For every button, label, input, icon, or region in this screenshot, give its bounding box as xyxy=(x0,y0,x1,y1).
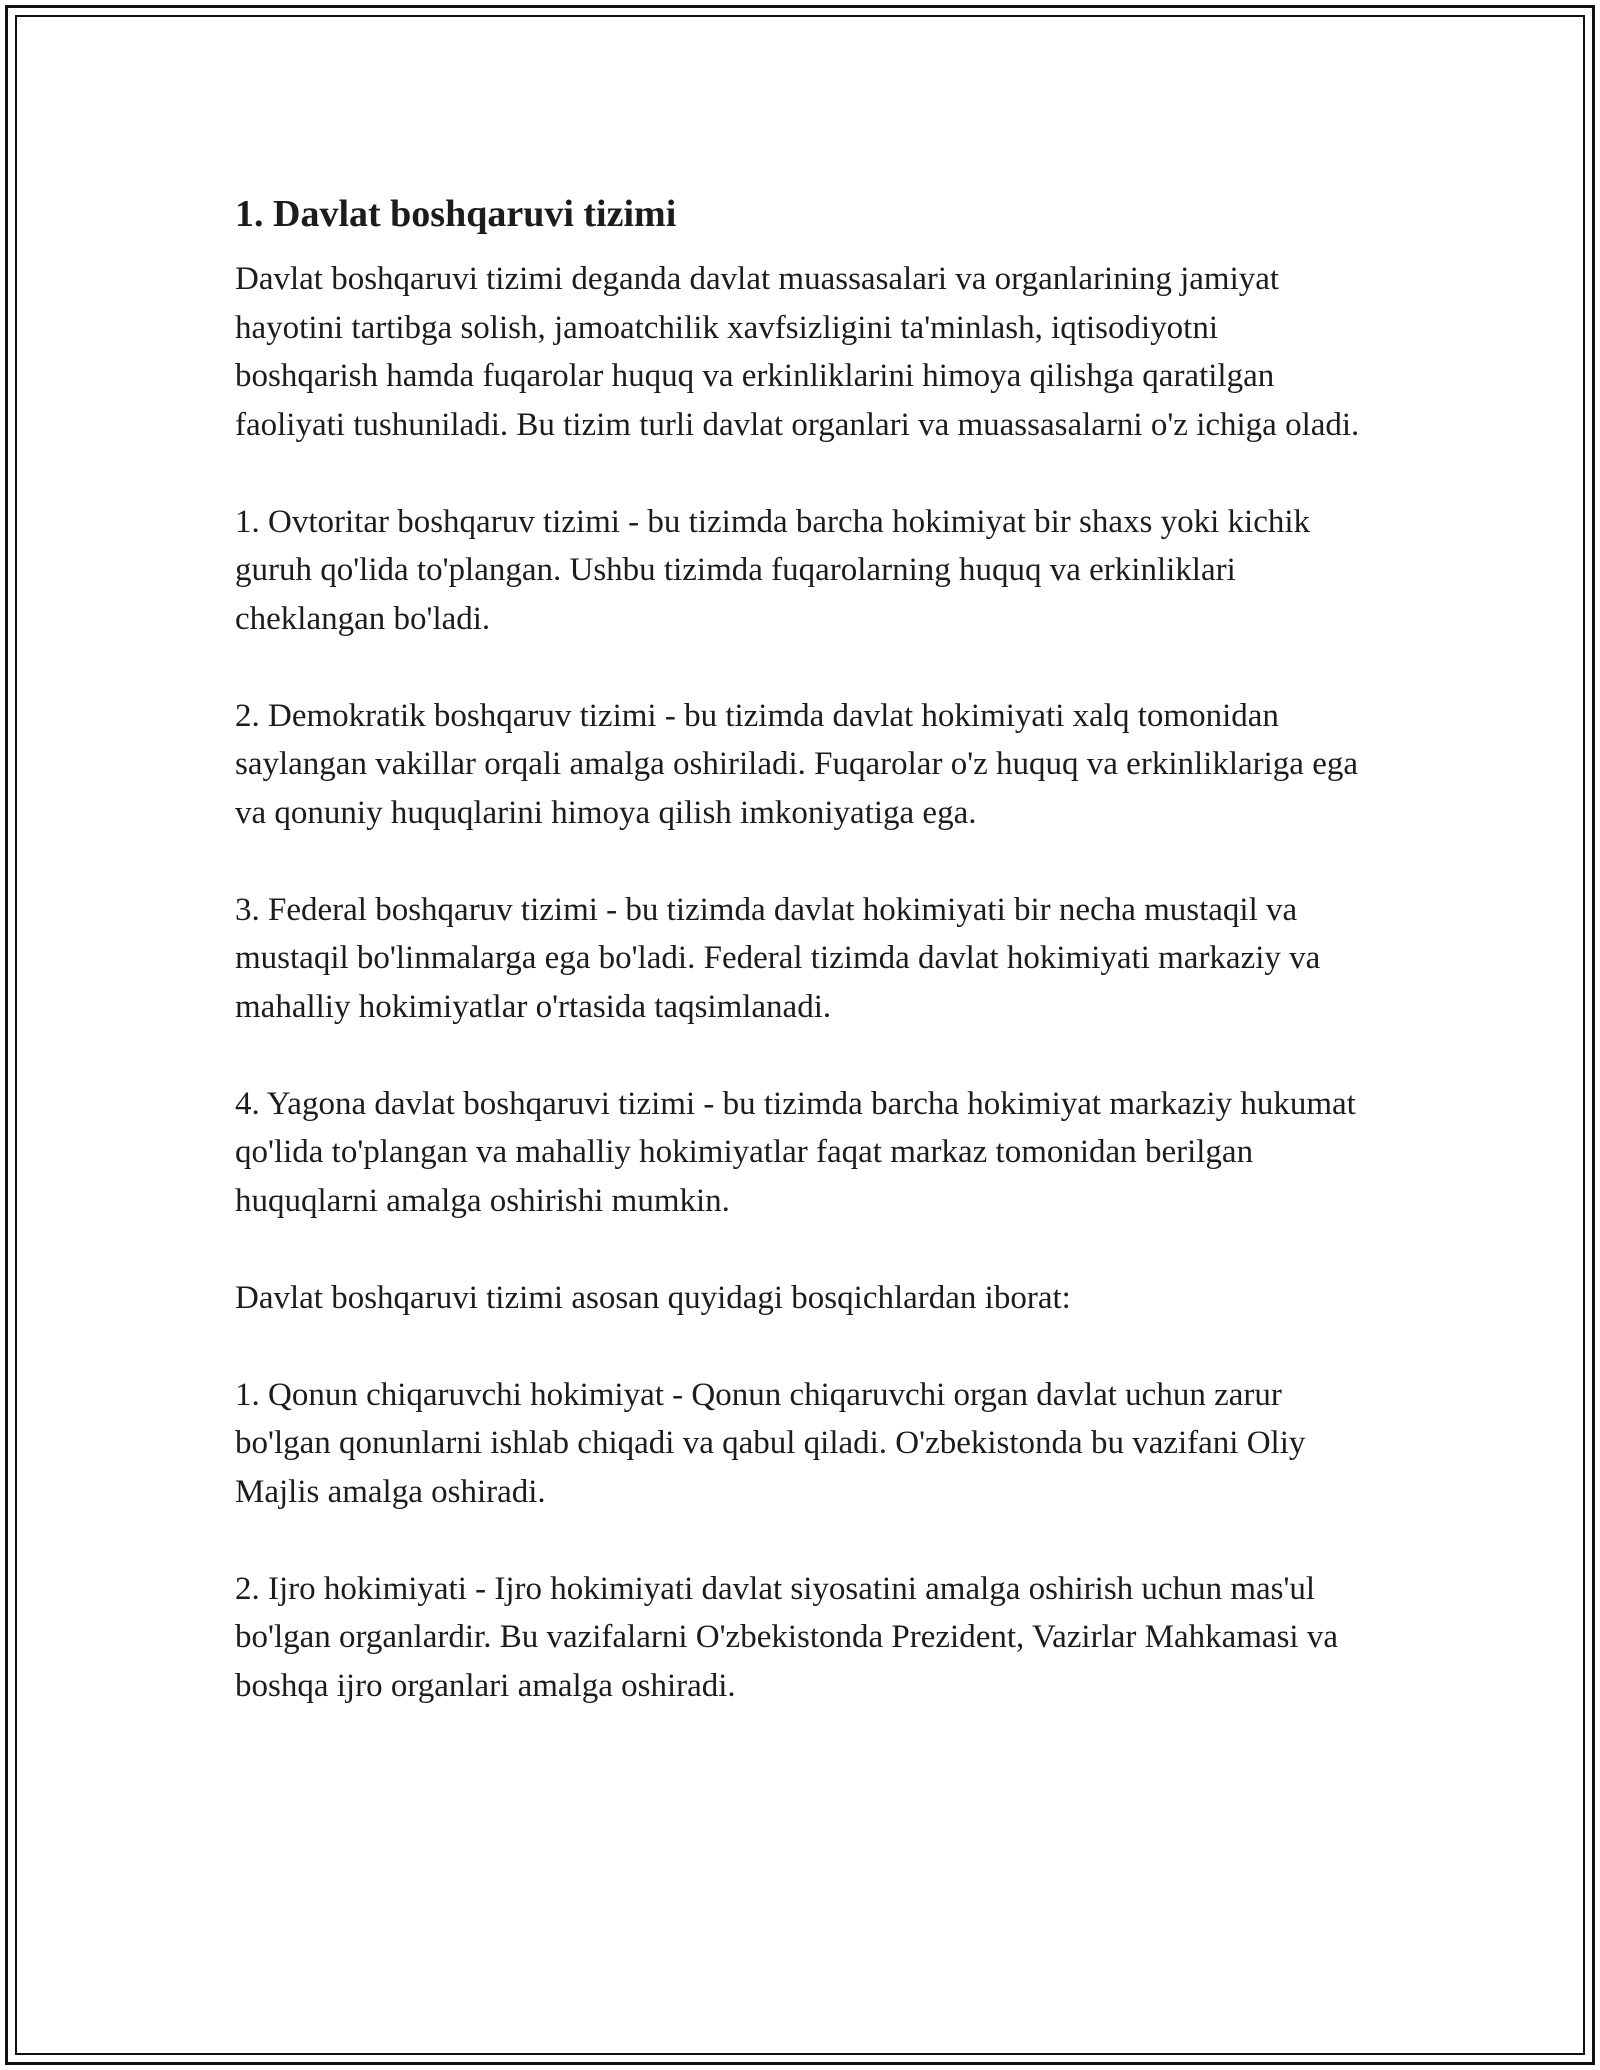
paragraph-stages-intro: Davlat boshqaruvi tizimi asosan quyidagi bosqichlardan iborat: xyxy=(235,1279,1071,1316)
paragraph-democratic-system: 2. Demokratik boshqaruv tizimi - bu tizimda davlat hokimiyati xalq tomonidan saylangan vakillar orqali amalga oshiriladi. Fuqarolar o'z huquq va erkinliklariga ega va qonuniy huquqlarini himoya qilish imkoniyatiga ega. xyxy=(235,697,1358,831)
paragraph-legislative-power: 1. Qonun chiqaruvchi hokimiyat - Qonun chiqaruvchi organ davlat uchun zarur bo'lgan qonunlarni ishlab chiqadi va qabul qiladi. O'zbekistonda bu vazifani Oliy Majlis amalga oshiradi. xyxy=(235,1376,1306,1510)
intro-paragraph: Davlat boshqaruvi tizimi deganda davlat muassasalari va organlarining jamiyat hayotini tartibga solish, jamoatchilik xavfsizligini ta'minlash, iqtisodiyotni boshqarish hamda fuqarolar huquq va erkinliklarini himoya qilishga qaratilgan faoliyati tushuniladi. Bu tizim turli davlat organlari va muassasalarni o'z ichiga oladi. xyxy=(235,261,1360,443)
paragraph-unitary-system: 4. Yagona davlat boshqaruvi tizimi - bu tizimda barcha hokimiyat markaziy hukumat qo'lida to'plangan va mahalliy hokimiyatlar faqat markaz tomonidan berilgan huquqlarni amalga oshirishi mumkin. xyxy=(235,1085,1356,1219)
paragraph-federal-system: 3. Federal boshqaruv tizimi - bu tizimda davlat hokimiyati bir necha mustaqil va mustaqil bo'linmalarga ega bo'ladi. Federal tizimda davlat hokimiyati markaziy va mahalliy hokimiyatlar o'rtasida taqsimlanadi. xyxy=(235,891,1321,1025)
paragraph-authoritarian-system: 1. Ovtoritar boshqaruv tizimi - bu tizimda barcha hokimiyat bir shaxs yoki kichik guruh qo'lida to'plangan. Ushbu tizimda fuqarolarning huquq va erkinliklari cheklangan bo'ladi. xyxy=(235,503,1311,637)
paragraph-executive-power: 2. Ijro hokimiyati - Ijro hokimiyati davlat siyosatini amalga oshirish uchun mas'ul bo'lgan organlardir. Bu vazifalarni O'zbekistonda Prezident, Vazirlar Mahkamasi va boshqa ijro organlari amalga oshiradi. xyxy=(235,1570,1338,1704)
document-body xyxy=(235,183,1365,1759)
page-title: 1. Davlat boshqaruvi tizimi xyxy=(235,193,677,235)
